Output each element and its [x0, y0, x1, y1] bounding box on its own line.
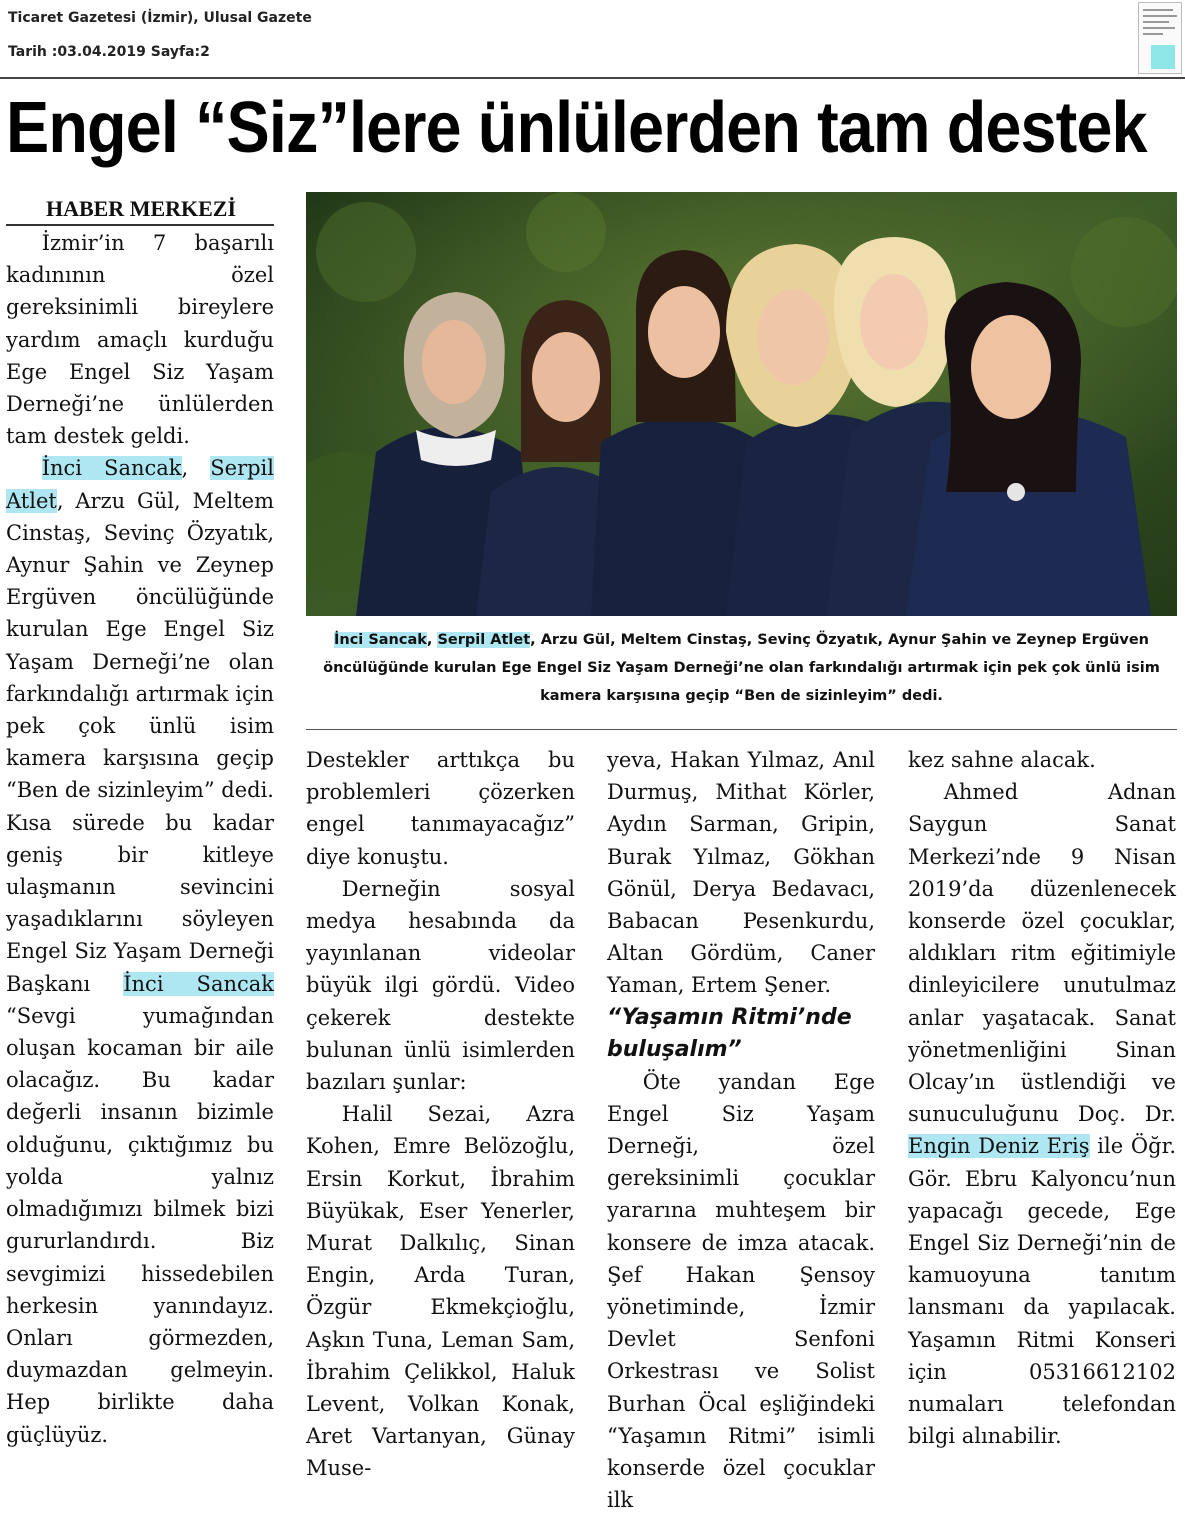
- separator-text: ,: [181, 456, 211, 481]
- page-thumbnail[interactable]: [1138, 2, 1182, 74]
- col2-paragraph-2: Derneğin sosyal medya hesabında da yayınlanan videolar büyük ilgi gördü. Video çekerek destekte bulunan ünlü isimlerden bazıları şunlar:: [306, 876, 575, 1095]
- col1-text: , Arzu Gül, Meltem Cinstaş, Sevinç Özyatık, Aynur Şahin ve Zeynep Ergüven öncülüğünde kurulan Ege Engel Siz Yaşam Derneği’ne olan farkındalığı artırmak için pek çok ünlü isim kamera karşısına geçip “Ben de sizinleyim” dedi. Kısa sürede bu kadar geniş bir kitleye ulaşmanın sevincini yaşadıklarını söyleyen Engel Siz Yaşam Derneği Başkanı: [6, 488, 274, 996]
- article-column-1: [6, 227, 274, 1451]
- col3-paragraph-2: Öte yandan Ege Engel Siz Yaşam Derneği, özel gereksinimli çocuklar yararına muhteşem bir konsere de imza atacak. Şef Hakan Şensoy yönetiminde, İzmir Devlet Senfoni Orkestrası ve Solist Burhan Öcal eşliğindeki “Yaşamın Ritmi” isimli konserde özel çocuklar ilk: [607, 1069, 875, 1513]
- photo-caption: [306, 626, 1177, 710]
- col1-paragraph-1: İzmir’in 7 başarılı kadınının özel gereksinimli bireylere yardım amaçlı kurduğu Ege Engel Siz Yaşam Derneği’ne ünlülerden tam destek geldi.: [6, 231, 274, 449]
- byline: HABER MERKEZİ: [45, 196, 237, 221]
- col2-paragraph-1: Destekler arttıkça bu problemleri çözerken engel tanımayacağız” diye konuştu.: [306, 748, 575, 869]
- article-column-2: [306, 744, 575, 1485]
- caption-highlight: İnci Sancak: [333, 632, 427, 648]
- section-subheading: “Yaşamın Ritmi’nde buluşalım”: [607, 1004, 852, 1062]
- highlighted-name: İnci Sancak: [123, 971, 274, 996]
- date-page-label: Tarih :03.04.2019 Sayfa:2: [8, 44, 210, 60]
- header-divider: [0, 77, 1185, 79]
- caption-separator: ,: [426, 632, 438, 648]
- highlighted-name: İnci Sancak: [41, 456, 182, 481]
- col1-text: “Sevgi yumağından oluşan kocaman bir aile olacağız. Bu kadar değerli insanın bizimle olduğunu, çıktığımız bu yolda yalnız olmadığımızı bilmek bizi gururlandırdı. Biz sevgimizi hissedebilen herkesin yanındayız. Onları görmezden, duymazdan gelmeyin. Hep birlikte daha güçlüyüz.: [6, 1003, 274, 1447]
- col4-text: ile Öğr. Gör. Ebru Kalyoncu’nun yapacağı gecede, Ege Engel Siz Derneği’nin de kamuoyuna tanıtım lansmanı da yapılacak. Yaşamın Ritmi Konseri için 05316612102 numaları telefondan bilgi alınabilir.: [908, 1134, 1176, 1449]
- col1-paragraph-2: [6, 452, 274, 1450]
- article-column-3: [607, 744, 875, 1516]
- source-label: Ticaret Gazetesi (İzmir), Ulusal Gazete: [8, 10, 312, 26]
- article-headline: Engel “Siz”lere ünlülerden tam destek: [6, 88, 1147, 168]
- highlighted-name: Engin Deniz Eriş: [908, 1134, 1090, 1159]
- col3-paragraph-1: yeva, Hakan Yılmaz, Anıl Durmuş, Mithat Körler, Aydın Sarman, Gripin, Burak Yılmaz, Gökhan Gönül, Derya Bedavacı, Babacan Pesenkurdu, Altan Gördüm, Caner Yaman, Ertem Şener.: [607, 748, 875, 998]
- article-photo: [306, 192, 1177, 616]
- col4-paragraph-1: kez sahne alacak.: [908, 748, 1096, 772]
- byline-underline: [6, 224, 274, 226]
- caption-divider: [306, 729, 1177, 730]
- caption-text: , Arzu Gül, Meltem Cinstaş, Sevinç Özyatık, Aynur Şahin ve Zeynep Ergüven öncülüğünde kurulan Ege Engel Siz Yaşam Derneği’ne olan farkındalığı artırmak için pek çok ünlü isim kamera karşısına geçip “Ben de sizinleyim” dedi.: [323, 632, 1160, 704]
- col4-text: Ahmed Adnan Saygun Sanat Merkezi’nde 9 Nisan 2019’da düzenlenecek konserde özel çocuklar, aldıkları ritm eğitimiyle dinleyicilere unutulmaz anlar yaşatacak. Sanat yönetmenliğini Sinan Olcay’ın üstlendiği ve sunuculuğunu Doç. Dr.: [908, 780, 1176, 1127]
- article-column-4: [908, 744, 1176, 1452]
- highlighted-name: Serpil Atlet: [6, 456, 274, 513]
- col4-paragraph-2: [908, 776, 1176, 1452]
- col2-paragraph-3: Halil Sezai, Azra Kohen, Emre Belözoğlu, Ersin Korkut, İbrahim Büyükak, Eser Yenerler, Murat Dalkılıç, Sinan Engin, Arda Turan, Özgür Ekmekçioğlu, Aşkın Tuna, Leman Sam, İbrahim Çelikkol, Haluk Levent, Volkan Konak, Aret Vartanyan, Günay Muse-: [306, 1102, 575, 1481]
- caption-highlight: Serpil Atlet: [437, 632, 531, 648]
